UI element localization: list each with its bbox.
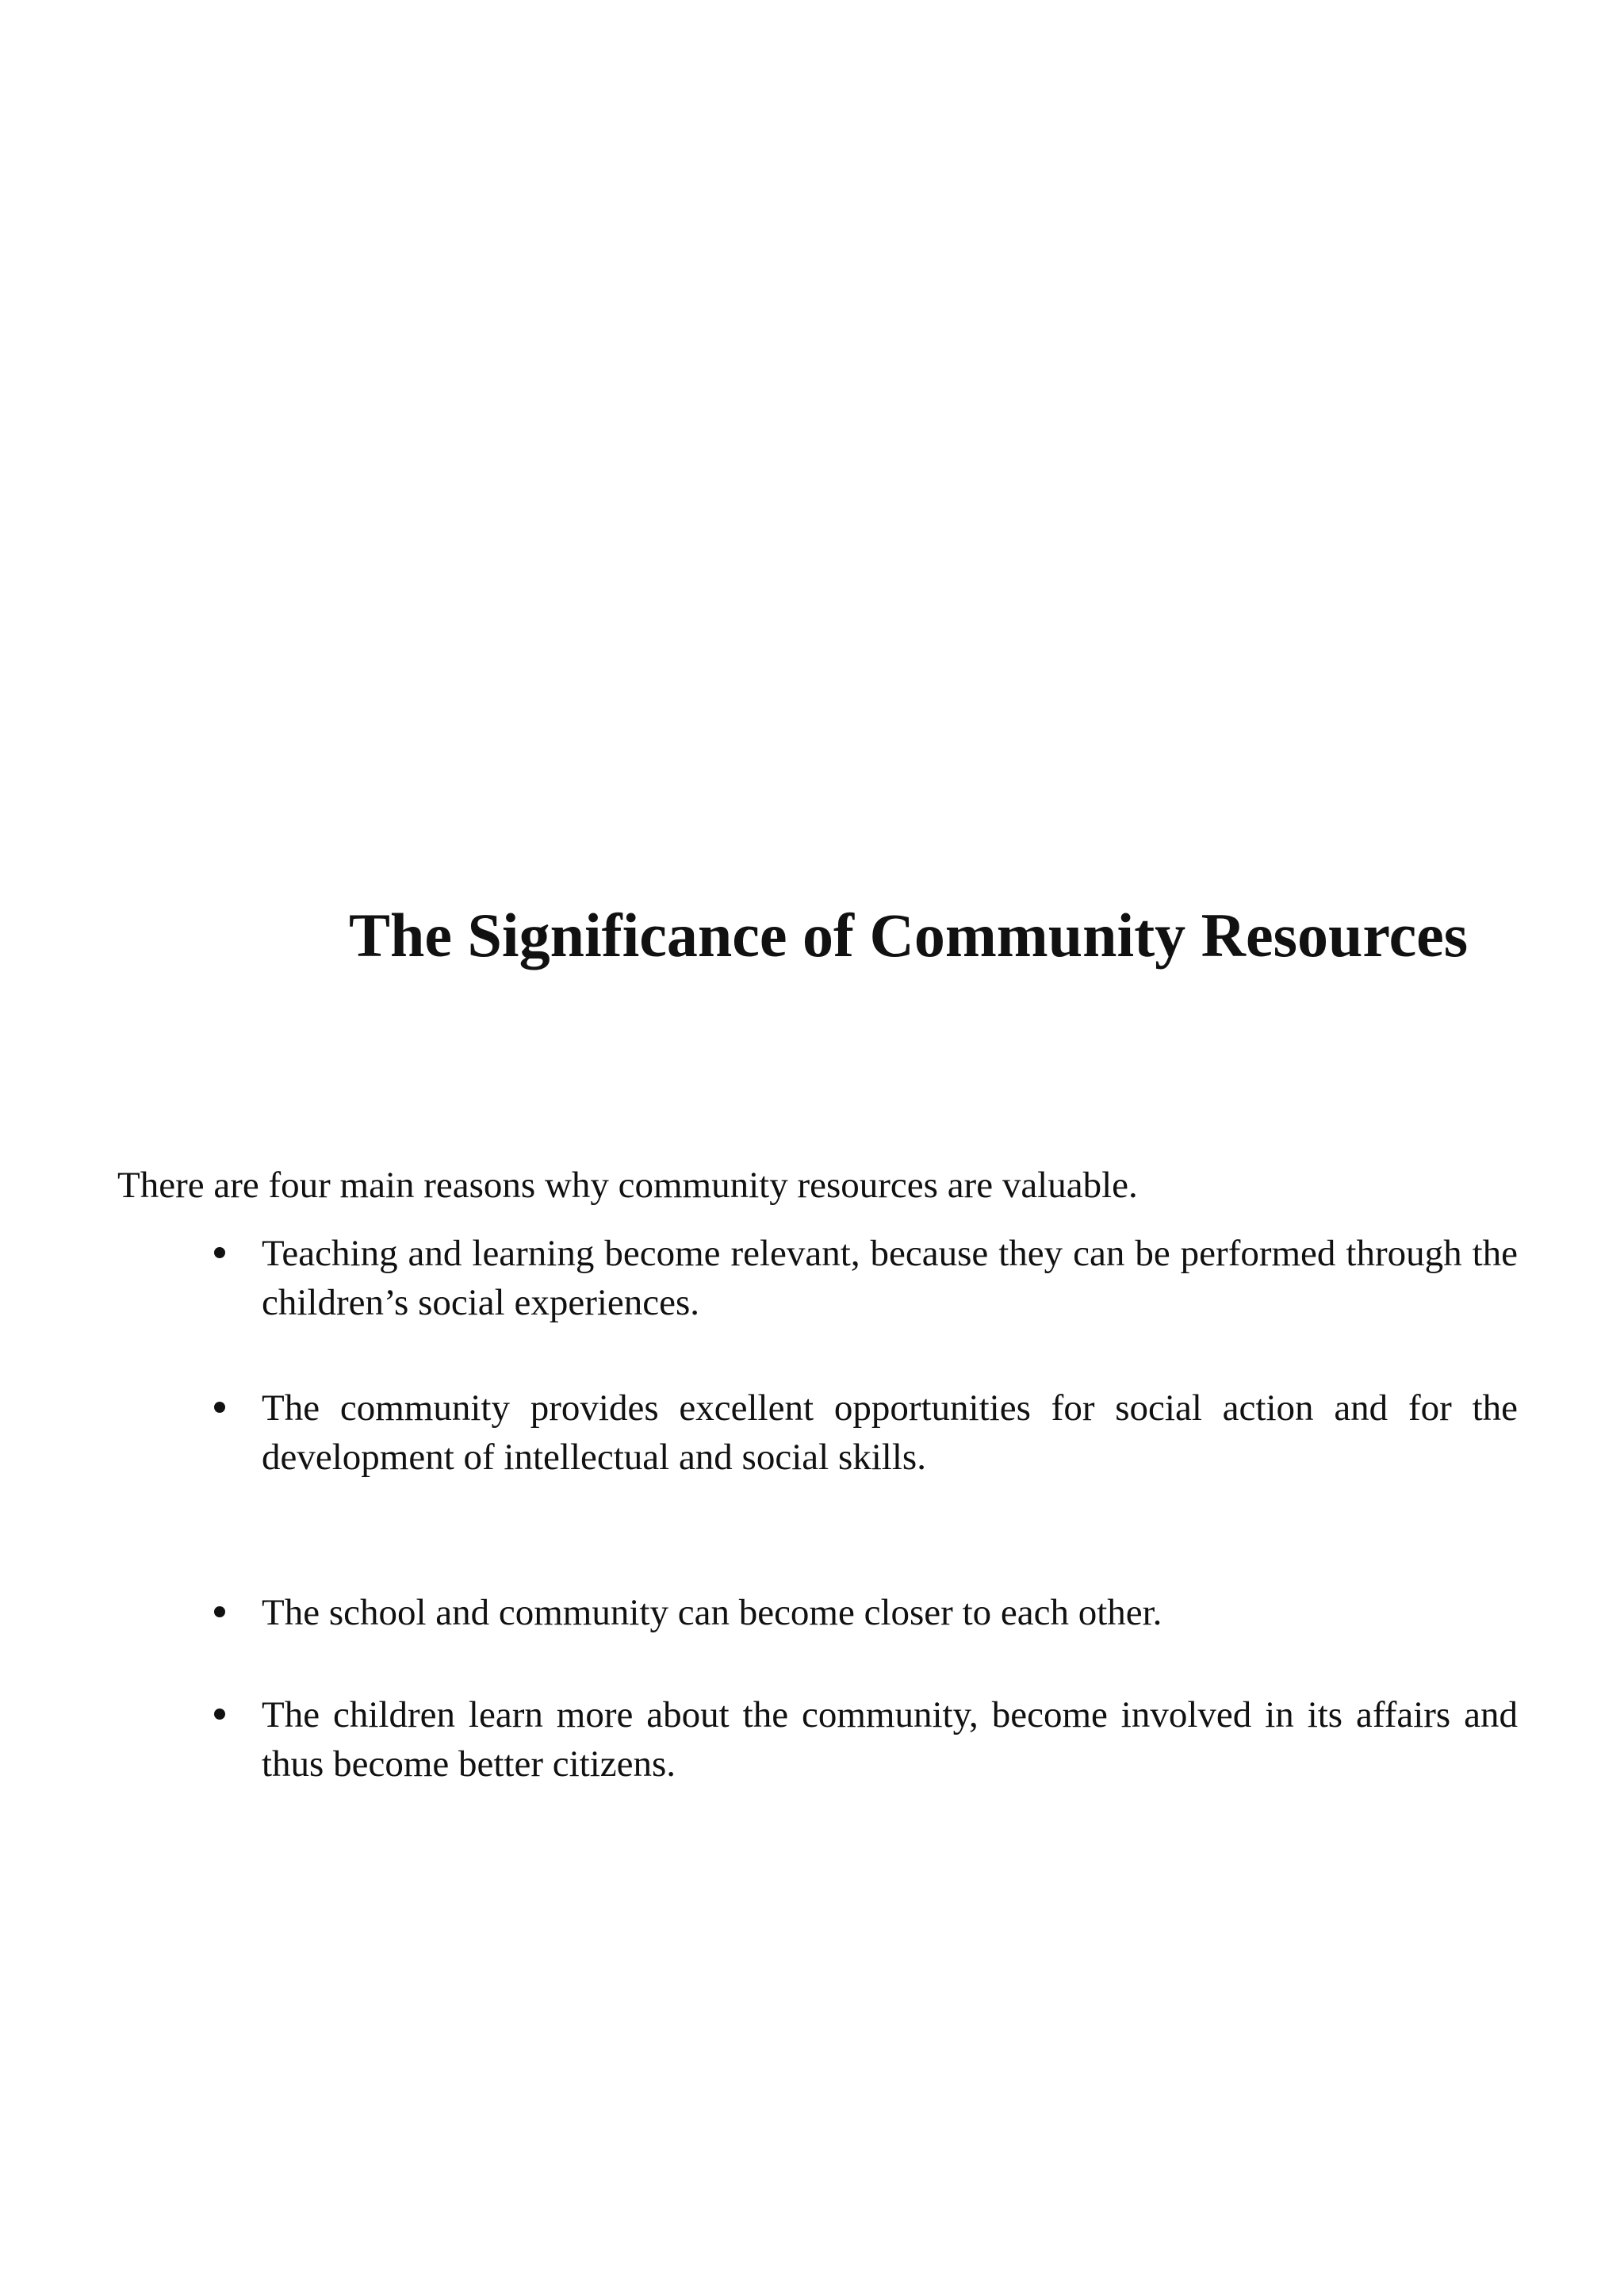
list-item-text: The community provides excellent opportunities for social action and for the development of intellectual and social skills. xyxy=(262,1387,1518,1478)
list-item xyxy=(262,1690,1518,1789)
page-title: The Significance of Community Resources xyxy=(349,901,1469,970)
list-item-text: Teaching and learning become relevant, because they can be performed through the children’s social experiences. xyxy=(262,1233,1518,1323)
list-item-text: The school and community can become closer to each other. xyxy=(262,1592,1162,1633)
bullet-icon xyxy=(214,1606,225,1617)
list-item xyxy=(262,1229,1518,1327)
list-item xyxy=(262,1383,1518,1482)
bullet-icon xyxy=(214,1709,225,1720)
bullet-icon xyxy=(214,1247,225,1258)
intro-paragraph: There are four main reasons why community resources are valuable. xyxy=(117,1165,1138,1206)
list-item xyxy=(262,1588,1518,1637)
list-item-text: The children learn more about the community, become involved in its affairs and thus become better citizens. xyxy=(262,1694,1518,1785)
bullet-icon xyxy=(214,1402,225,1413)
